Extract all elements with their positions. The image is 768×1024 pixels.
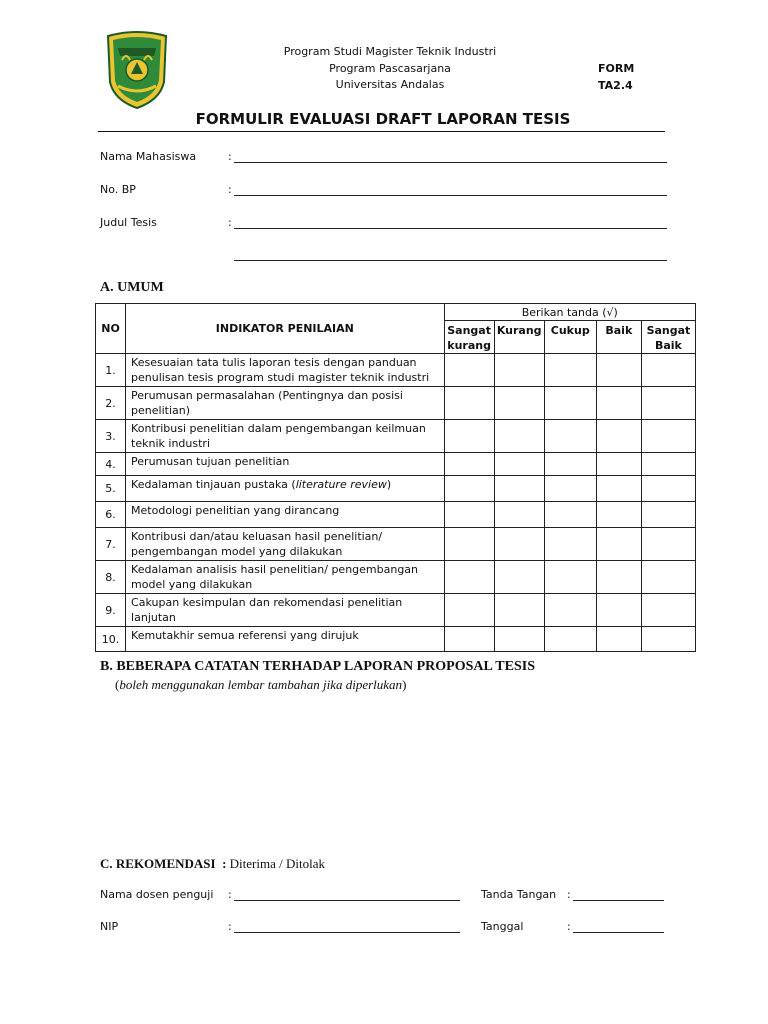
rating-cell-poor[interactable] bbox=[494, 476, 544, 502]
rating-cell-good[interactable] bbox=[596, 453, 641, 476]
rating-cell-poor[interactable] bbox=[494, 453, 544, 476]
table-row bbox=[96, 502, 696, 528]
indicator-text bbox=[126, 502, 445, 528]
rating-cell-very-good[interactable] bbox=[641, 387, 695, 420]
indicator-text bbox=[126, 387, 445, 420]
rating-cell-very-poor[interactable] bbox=[444, 476, 494, 502]
indicator-text bbox=[126, 528, 445, 561]
rating-cell-poor[interactable] bbox=[494, 354, 544, 387]
header-program: Program Studi Magister Teknik Industri bbox=[283, 45, 497, 58]
rating-cell-fair[interactable] bbox=[544, 594, 596, 627]
indicator-label: Cakupan kesimpulan dan rekomendasi penelitian lanjutan bbox=[131, 596, 403, 624]
rating-cell-poor[interactable] bbox=[494, 528, 544, 561]
indicator-label: Perumusan permasalahan (Pentingnya dan posisi penelitian) bbox=[131, 389, 403, 417]
rating-group-header: Berikan tanda (√) bbox=[444, 304, 695, 321]
indicator-text bbox=[126, 476, 445, 502]
nip-field[interactable] bbox=[234, 932, 460, 933]
rating-cell-fair[interactable] bbox=[544, 420, 596, 453]
rating-cell-poor[interactable] bbox=[494, 594, 544, 627]
note-open-paren: ( bbox=[115, 677, 120, 692]
row-number: 3. bbox=[96, 420, 126, 453]
indicator-label: Metodologi penelitian yang dirancang bbox=[131, 504, 340, 517]
rating-cell-very-good[interactable] bbox=[641, 476, 695, 502]
thesis-title-field[interactable] bbox=[234, 228, 667, 229]
rating-very-poor-header: Sangat kurang bbox=[444, 321, 494, 354]
indicator-label: Kedalaman analisis hasil penelitian/ pengembangan model yang dilakukan bbox=[131, 563, 419, 591]
date-label: Tanggal bbox=[481, 920, 524, 933]
rating-cell-very-good[interactable] bbox=[641, 420, 695, 453]
thesis-title-colon: : bbox=[228, 216, 232, 229]
form-number: TA2.4 bbox=[598, 78, 633, 92]
rating-cell-good[interactable] bbox=[596, 594, 641, 627]
date-field[interactable] bbox=[573, 932, 664, 933]
rating-cell-good[interactable] bbox=[596, 387, 641, 420]
indicator-label: Kedalaman tinjauan pustaka ( bbox=[131, 478, 296, 491]
rating-cell-very-poor[interactable] bbox=[444, 354, 494, 387]
indicator-text bbox=[126, 354, 445, 387]
row-number: 4. bbox=[96, 453, 126, 476]
col-indicator-header: INDIKATOR PENILAIAN bbox=[126, 304, 445, 354]
indicator-text bbox=[126, 594, 445, 627]
title-divider bbox=[98, 131, 665, 132]
row-number: 5. bbox=[96, 476, 126, 502]
rating-cell-good[interactable] bbox=[596, 561, 641, 594]
rating-cell-fair[interactable] bbox=[544, 627, 596, 652]
signature-field[interactable] bbox=[573, 900, 664, 901]
rating-cell-very-poor[interactable] bbox=[444, 453, 494, 476]
student-id-colon: : bbox=[228, 183, 232, 196]
table-row bbox=[96, 561, 696, 594]
rating-cell-fair[interactable] bbox=[544, 387, 596, 420]
rating-cell-poor[interactable] bbox=[494, 561, 544, 594]
section-c-colon: : bbox=[222, 856, 227, 871]
section-c-heading: C. REKOMENDASI bbox=[100, 856, 216, 871]
section-c bbox=[100, 856, 325, 872]
section-b-note bbox=[115, 677, 406, 693]
date-colon: : bbox=[567, 920, 571, 933]
row-number: 1. bbox=[96, 354, 126, 387]
section-b-heading: B. BEBERAPA CATATAN TERHADAP LAPORAN PROPOSAL TESIS bbox=[100, 659, 535, 674]
rating-cell-very-good[interactable] bbox=[641, 354, 695, 387]
table-row bbox=[96, 476, 696, 502]
student-name-field[interactable] bbox=[234, 162, 667, 163]
indicator-label: Perumusan tujuan penelitian bbox=[131, 455, 290, 468]
rating-cell-very-poor[interactable] bbox=[444, 420, 494, 453]
indicator-text bbox=[126, 561, 445, 594]
indicator-label: Kontribusi dan/atau keluasan hasil penelitian/ pengembangan model yang dilakukan bbox=[131, 530, 383, 558]
rating-cell-fair[interactable] bbox=[544, 476, 596, 502]
indicator-label: Kontribusi penelitian dalam pengembangan keilmuan teknik industri bbox=[131, 422, 426, 450]
rating-cell-very-good[interactable] bbox=[641, 502, 695, 528]
rating-poor-header: Kurang bbox=[494, 321, 544, 354]
indicator-italic-term: literature review bbox=[295, 478, 387, 491]
evaluation-table bbox=[95, 303, 696, 652]
thesis-title-label: Judul Tesis bbox=[100, 216, 157, 229]
table-row bbox=[96, 387, 696, 420]
table-row bbox=[96, 594, 696, 627]
form-code bbox=[598, 61, 634, 94]
rating-cell-fair[interactable] bbox=[544, 502, 596, 528]
row-number: 6. bbox=[96, 502, 126, 528]
indicator-text bbox=[126, 453, 445, 476]
rating-very-good-header: Sangat Baik bbox=[641, 321, 695, 354]
rating-cell-very-poor[interactable] bbox=[444, 561, 494, 594]
rating-cell-very-good[interactable] bbox=[641, 453, 695, 476]
section-a-heading: A. UMUM bbox=[100, 280, 164, 295]
indicator-label: Kemutakhir semua referensi yang dirujuk bbox=[131, 629, 359, 642]
rating-cell-fair[interactable] bbox=[544, 528, 596, 561]
form-title: FORMULIR EVALUASI DRAFT LAPORAN TESIS bbox=[195, 110, 571, 128]
indicator-suffix: ) bbox=[386, 478, 392, 491]
rating-cell-good[interactable] bbox=[596, 354, 641, 387]
student-name-colon: : bbox=[228, 150, 232, 163]
rating-cell-very-poor[interactable] bbox=[444, 528, 494, 561]
rating-cell-good[interactable] bbox=[596, 502, 641, 528]
rating-cell-very-poor[interactable] bbox=[444, 594, 494, 627]
rating-cell-good[interactable] bbox=[596, 420, 641, 453]
university-crest-icon bbox=[104, 30, 170, 110]
examiner-name-colon: : bbox=[228, 888, 232, 901]
rating-cell-good[interactable] bbox=[596, 627, 641, 652]
header-postgrad: Program Pascasarjana bbox=[329, 61, 451, 75]
examiner-name-label: Nama dosen penguji bbox=[100, 888, 214, 901]
row-number: 7. bbox=[96, 528, 126, 561]
note-close-paren: ) bbox=[402, 677, 407, 692]
row-number: 2. bbox=[96, 387, 126, 420]
rating-cell-very-poor[interactable] bbox=[444, 627, 494, 652]
signature-label: Tanda Tangan bbox=[481, 888, 557, 901]
row-number: 8. bbox=[96, 561, 126, 594]
nip-colon: : bbox=[228, 920, 232, 933]
nip-label: NIP bbox=[100, 920, 119, 933]
thesis-title-field-line-2[interactable] bbox=[234, 260, 667, 261]
rating-cell-very-good[interactable] bbox=[641, 627, 695, 652]
recommendation-options[interactable]: Diterima / Ditolak bbox=[229, 856, 325, 871]
row-number: 9. bbox=[96, 594, 126, 627]
rating-cell-fair[interactable] bbox=[544, 561, 596, 594]
rating-cell-good[interactable] bbox=[596, 476, 641, 502]
student-id-label: No. BP bbox=[100, 183, 136, 196]
institution-header bbox=[230, 44, 550, 94]
rating-cell-fair[interactable] bbox=[544, 453, 596, 476]
table-row bbox=[96, 453, 696, 476]
rating-cell-very-good[interactable] bbox=[641, 528, 695, 561]
note-text: boleh menggunakan lembar tambahan jika diperlukan bbox=[119, 677, 403, 692]
row-number: 10. bbox=[96, 627, 126, 652]
table-row bbox=[96, 627, 696, 652]
rating-good-header: Baik bbox=[596, 321, 641, 354]
indicator-label: Kesesuaian tata tulis laporan tesis dengan panduan penulisan tesis program studi magister teknik industri bbox=[131, 356, 430, 384]
rating-cell-poor[interactable] bbox=[494, 387, 544, 420]
rating-cell-very-poor[interactable] bbox=[444, 502, 494, 528]
table-row bbox=[96, 528, 696, 561]
indicator-text bbox=[126, 627, 445, 652]
rating-fair-header: Cukup bbox=[544, 321, 596, 354]
student-id-field[interactable] bbox=[234, 195, 667, 196]
signature-colon: : bbox=[567, 888, 571, 901]
col-no-header: NO bbox=[96, 304, 126, 354]
table-row bbox=[96, 354, 696, 387]
rating-cell-very-good[interactable] bbox=[641, 594, 695, 627]
student-name-label: Nama Mahasiswa bbox=[100, 150, 197, 163]
rating-cell-good[interactable] bbox=[596, 528, 641, 561]
rating-cell-very-good[interactable] bbox=[641, 561, 695, 594]
header-university: Universitas Andalas bbox=[335, 78, 445, 91]
indicator-text bbox=[126, 420, 445, 453]
table-row bbox=[96, 420, 696, 453]
rating-cell-poor[interactable] bbox=[494, 627, 544, 652]
rating-cell-poor[interactable] bbox=[494, 502, 544, 528]
examiner-name-field[interactable] bbox=[234, 900, 460, 901]
rating-cell-very-poor[interactable] bbox=[444, 387, 494, 420]
rating-cell-poor[interactable] bbox=[494, 420, 544, 453]
form-label: FORM bbox=[598, 62, 635, 75]
rating-cell-fair[interactable] bbox=[544, 354, 596, 387]
